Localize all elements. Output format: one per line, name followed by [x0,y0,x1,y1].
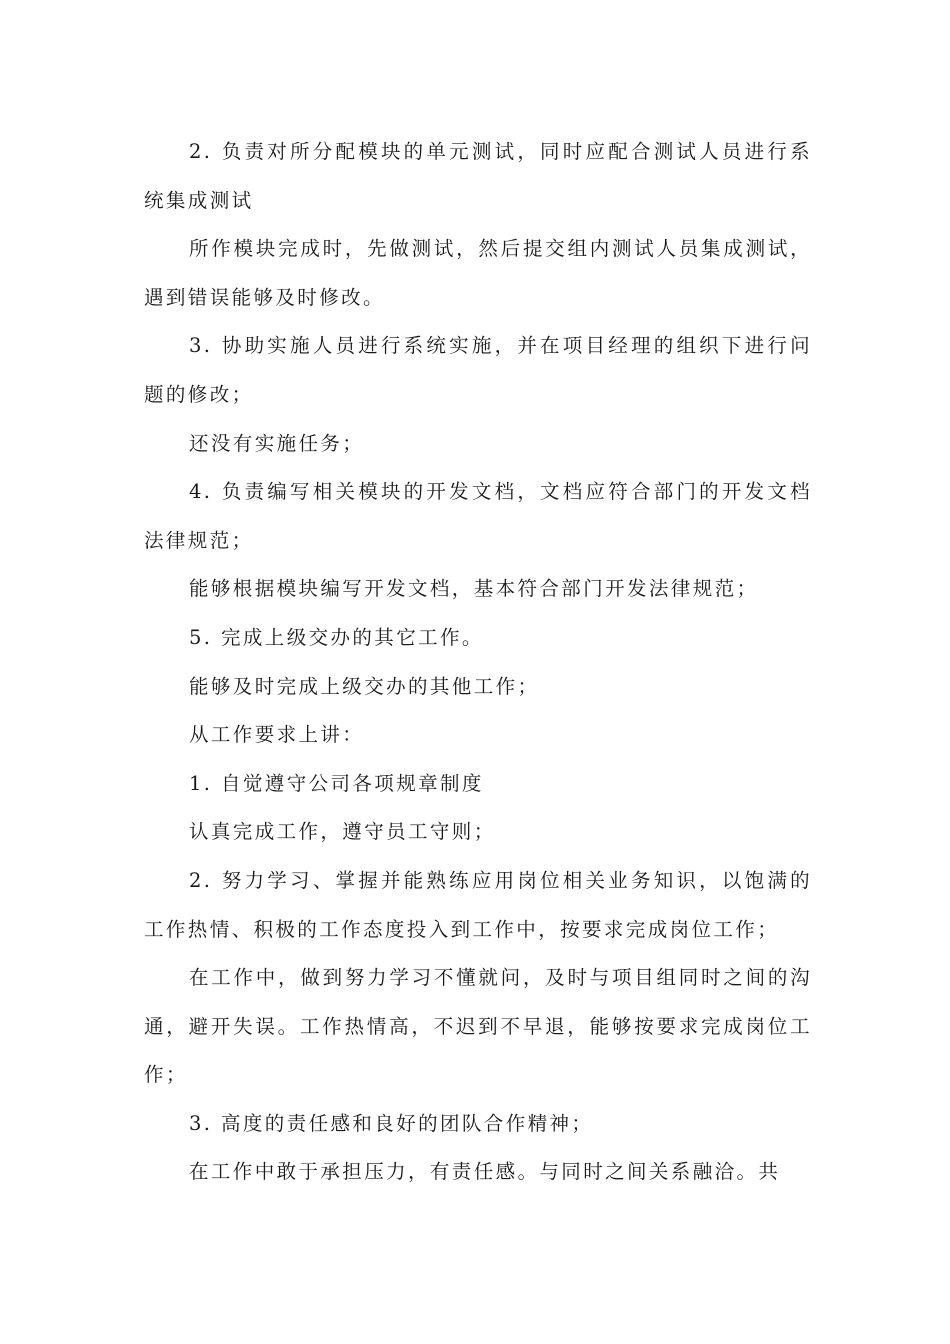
paragraph: 3. 高度的责任感和良好的团队合作精神； [189,1111,594,1135]
paragraph: 在工作中敢于承担压力，有责任感。与同时之间关系融洽。共 [189,1160,781,1184]
paragraph: 3. 协助实施人员进行系统实施，并在项目经理的组织下进行问题的修改； [144,334,812,406]
paragraph: 所作模块完成时，先做测试，然后提交组内测试人员集成测试，遇到错误能够及时修改。 [144,237,812,309]
paragraph: 2. 负责对所分配模块的单元测试，同时应配合测试人员进行系统集成测试 [144,140,812,212]
paragraph: 5. 完成上级交办的其它工作。 [189,625,484,649]
paragraph: 能够及时完成上级交办的其他工作； [189,674,540,698]
paragraph: 认真完成工作，遵守员工守则； [189,820,496,844]
paragraph: 1. 自觉遵守公司各项规章制度 [189,771,484,795]
paragraph: 2. 努力学习、掌握并能熟练应用岗位相关业务知识，以饱满的工作热情、积极的工作态度投入到工作中，按要求完成岗位工作； [144,868,812,941]
paragraph: 从工作要求上讲： [189,723,365,747]
document-body [144,128,812,1197]
paragraph: 能够根据模块编写开发文档，基本符合部门开发法律规范； [189,577,759,601]
paragraph: 还没有实施任务； [189,431,365,455]
paragraph: 4. 负责编写相关模块的开发文档，文档应符合部门的开发文档法律规范； [144,480,812,552]
paragraph: 在工作中，做到努力学习不懂就问，及时与项目组同时之间的沟通，避开失误。工作热情高，不迟到不早退，能够按要求完成岗位工作； [144,966,812,1087]
